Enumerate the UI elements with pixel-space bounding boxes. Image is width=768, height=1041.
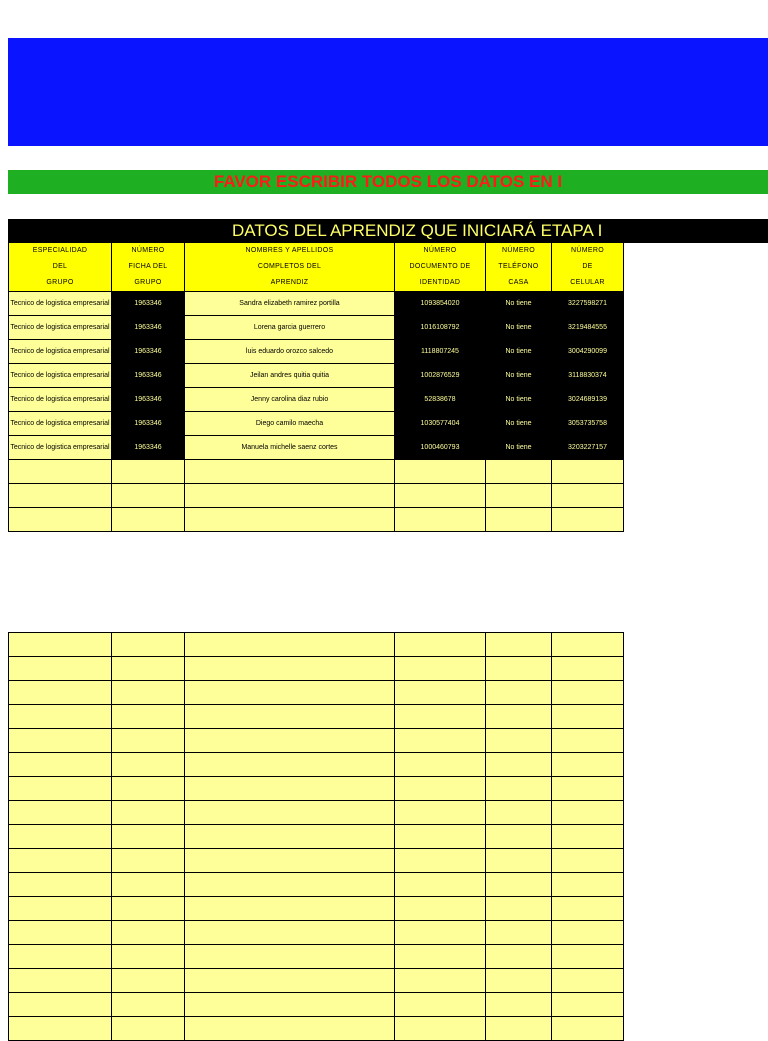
table-row (9, 412, 624, 436)
id-document-cell[interactable]: 1093854020 (395, 292, 486, 316)
empty-cell[interactable] (112, 753, 185, 777)
empty-cell[interactable] (395, 825, 486, 849)
group-number-cell[interactable]: 1963346 (112, 388, 185, 412)
empty-cell[interactable] (486, 729, 552, 753)
mobile-phone-cell[interactable]: 3219484555 (552, 316, 624, 340)
empty-row (9, 460, 624, 484)
empty-cell[interactable] (9, 460, 112, 484)
table-row (9, 292, 624, 316)
empty-cell[interactable] (112, 508, 185, 532)
empty-cell[interactable] (185, 633, 395, 657)
empty-cell[interactable] (112, 825, 185, 849)
mobile-phone-cell[interactable]: 3053735758 (552, 412, 624, 436)
empty-cell[interactable] (185, 705, 395, 729)
header-cell: NÚMERO (486, 243, 552, 259)
empty-cell[interactable] (552, 484, 624, 508)
empty-cell[interactable] (395, 705, 486, 729)
empty-cell[interactable] (552, 825, 624, 849)
header-cell: APRENDIZ (185, 275, 395, 292)
empty-cell[interactable] (486, 460, 552, 484)
empty-cell[interactable] (395, 897, 486, 921)
home-phone-cell[interactable]: No tiene (486, 340, 552, 364)
empty-cell[interactable] (112, 993, 185, 1017)
empty-cell[interactable] (552, 945, 624, 969)
empty-cell[interactable] (395, 753, 486, 777)
header-cell: NÚMERO (395, 243, 486, 259)
empty-cell[interactable] (395, 657, 486, 681)
empty-cell[interactable] (185, 873, 395, 897)
home-phone-cell[interactable]: No tiene (486, 364, 552, 388)
home-phone-cell[interactable]: No tiene (486, 388, 552, 412)
empty-row (9, 681, 624, 705)
full-name-cell[interactable]: Jenny carolina diaz rubio (185, 388, 395, 412)
empty-cell[interactable] (486, 657, 552, 681)
empty-cell[interactable] (552, 729, 624, 753)
id-document-cell[interactable]: 1030577404 (395, 412, 486, 436)
empty-row (9, 969, 624, 993)
empty-cell[interactable] (395, 460, 486, 484)
empty-cell[interactable] (112, 657, 185, 681)
full-name-cell[interactable]: Diego camilo maecha (185, 412, 395, 436)
empty-cell[interactable] (395, 921, 486, 945)
empty-cell[interactable] (9, 508, 112, 532)
header-cell: CELULAR (552, 275, 624, 292)
mobile-phone-cell[interactable]: 3004290099 (552, 340, 624, 364)
empty-cell[interactable] (395, 729, 486, 753)
empty-row (9, 849, 624, 873)
mobile-phone-cell[interactable]: 3227598271 (552, 292, 624, 316)
empty-cell[interactable] (185, 729, 395, 753)
empty-cell[interactable] (486, 945, 552, 969)
empty-cell[interactable] (112, 921, 185, 945)
empty-cell[interactable] (9, 921, 112, 945)
empty-cell[interactable] (185, 1017, 395, 1041)
empty-cell[interactable] (9, 633, 112, 657)
empty-cell[interactable] (552, 460, 624, 484)
id-document-cell[interactable]: 1118807245 (395, 340, 486, 364)
empty-cell[interactable] (185, 993, 395, 1017)
empty-row (9, 729, 624, 753)
empty-cell[interactable] (486, 753, 552, 777)
empty-cell[interactable] (486, 681, 552, 705)
empty-row (9, 777, 624, 801)
empty-cell[interactable] (395, 633, 486, 657)
header-cell: GRUPO (9, 275, 112, 292)
empty-cell[interactable] (395, 969, 486, 993)
empty-cell[interactable] (9, 681, 112, 705)
mobile-phone-cell[interactable]: 3024689139 (552, 388, 624, 412)
empty-row (9, 921, 624, 945)
empty-cell[interactable] (9, 657, 112, 681)
empty-row (9, 993, 624, 1017)
header-cell: CASA (486, 275, 552, 292)
group-number-cell[interactable]: 1963346 (112, 412, 185, 436)
header-cell: FICHA DEL (112, 259, 185, 275)
header-cell: IDENTIDAD (395, 275, 486, 292)
empty-cell[interactable] (185, 681, 395, 705)
empty-cell[interactable] (112, 460, 185, 484)
group-number-cell[interactable]: 1963346 (112, 364, 185, 388)
section-title: DATOS DEL APRENDIZ QUE INICIARÁ ETAPA I (232, 221, 603, 240)
empty-row (9, 897, 624, 921)
empty-cell[interactable] (112, 729, 185, 753)
header-cell: NÚMERO (552, 243, 624, 259)
empty-cell[interactable] (9, 945, 112, 969)
mobile-phone-cell[interactable]: 3203227157 (552, 436, 624, 460)
empty-cell[interactable] (395, 484, 486, 508)
empty-cell[interactable] (9, 849, 112, 873)
empty-cell[interactable] (185, 460, 395, 484)
full-name-cell[interactable]: Sandra elizabeth ramirez portilla (185, 292, 395, 316)
header-cell: NÚMERO (112, 243, 185, 259)
specialty-cell[interactable]: Tecnico de logistica empresarial (9, 340, 112, 364)
specialty-cell[interactable]: Tecnico de logistica empresarial (9, 364, 112, 388)
empty-cell[interactable] (395, 945, 486, 969)
empty-cell[interactable] (486, 508, 552, 532)
table-row (9, 436, 624, 460)
empty-cell[interactable] (552, 777, 624, 801)
empty-cell[interactable] (112, 801, 185, 825)
empty-row (9, 945, 624, 969)
empty-cell[interactable] (552, 993, 624, 1017)
empty-cell[interactable] (185, 849, 395, 873)
empty-cell[interactable] (9, 969, 112, 993)
id-document-cell[interactable]: 1016108792 (395, 316, 486, 340)
empty-cell[interactable] (395, 681, 486, 705)
empty-cell[interactable] (552, 969, 624, 993)
blank-grid (8, 632, 624, 1041)
specialty-cell[interactable]: Tecnico de logistica empresarial (9, 412, 112, 436)
empty-cell[interactable] (395, 993, 486, 1017)
empty-cell[interactable] (9, 729, 112, 753)
empty-cell[interactable] (552, 801, 624, 825)
group-number-cell[interactable]: 1963346 (112, 316, 185, 340)
empty-cell[interactable] (486, 705, 552, 729)
empty-cell[interactable] (185, 897, 395, 921)
empty-cell[interactable] (112, 1017, 185, 1041)
empty-cell[interactable] (486, 873, 552, 897)
id-document-cell[interactable]: 1000460793 (395, 436, 486, 460)
notice-banner: FAVOR ESCRIBIR TODOS LOS DATOS EN I (8, 170, 768, 194)
header-cell: COMPLETOS DEL (185, 259, 395, 275)
empty-cell[interactable] (9, 753, 112, 777)
empty-row (9, 753, 624, 777)
group-number-cell[interactable]: 1963346 (112, 340, 185, 364)
empty-cell[interactable] (112, 849, 185, 873)
empty-cell[interactable] (552, 681, 624, 705)
empty-cell[interactable] (112, 777, 185, 801)
empty-cell[interactable] (9, 484, 112, 508)
empty-cell[interactable] (486, 993, 552, 1017)
empty-cell[interactable] (486, 849, 552, 873)
empty-cell[interactable] (552, 873, 624, 897)
empty-cell[interactable] (486, 969, 552, 993)
empty-cell[interactable] (185, 825, 395, 849)
full-name-cell[interactable]: luis eduardo orozco salcedo (185, 340, 395, 364)
empty-cell[interactable] (185, 484, 395, 508)
home-phone-cell[interactable]: No tiene (486, 412, 552, 436)
header-row (9, 259, 624, 275)
home-phone-cell[interactable]: No tiene (486, 316, 552, 340)
empty-cell[interactable] (552, 705, 624, 729)
empty-row (9, 705, 624, 729)
full-name-cell[interactable]: Lorena garcia guerrero (185, 316, 395, 340)
empty-cell[interactable] (9, 825, 112, 849)
empty-cell[interactable] (395, 873, 486, 897)
empty-cell[interactable] (9, 1017, 112, 1041)
full-name-cell[interactable]: Manuela michelle saenz cortes (185, 436, 395, 460)
empty-cell[interactable] (552, 897, 624, 921)
specialty-cell[interactable]: Tecnico de logistica empresarial (9, 292, 112, 316)
empty-row (9, 484, 624, 508)
empty-cell[interactable] (185, 777, 395, 801)
empty-cell[interactable] (552, 849, 624, 873)
empty-cell[interactable] (9, 801, 112, 825)
empty-cell[interactable] (486, 801, 552, 825)
empty-row (9, 657, 624, 681)
empty-cell[interactable] (552, 633, 624, 657)
empty-row (9, 873, 624, 897)
specialty-cell[interactable]: Tecnico de logistica empresarial (9, 436, 112, 460)
empty-row (9, 801, 624, 825)
group-number-cell[interactable]: 1963346 (112, 292, 185, 316)
empty-cell[interactable] (112, 681, 185, 705)
empty-cell[interactable] (486, 921, 552, 945)
empty-row (9, 633, 624, 657)
empty-cell[interactable] (185, 945, 395, 969)
home-phone-cell[interactable]: No tiene (486, 436, 552, 460)
empty-cell[interactable] (112, 633, 185, 657)
header-cell: DE (552, 259, 624, 275)
empty-cell[interactable] (395, 508, 486, 532)
empty-cell[interactable] (9, 873, 112, 897)
empty-cell[interactable] (9, 897, 112, 921)
group-number-cell[interactable]: 1963346 (112, 436, 185, 460)
table-row (9, 340, 624, 364)
empty-cell[interactable] (395, 801, 486, 825)
empty-cell[interactable] (112, 945, 185, 969)
empty-cell[interactable] (185, 508, 395, 532)
empty-cell[interactable] (185, 921, 395, 945)
empty-cell[interactable] (486, 484, 552, 508)
header-cell: TELÉFONO (486, 259, 552, 275)
empty-cell[interactable] (486, 825, 552, 849)
table-row (9, 388, 624, 412)
id-document-cell[interactable]: 52838678 (395, 388, 486, 412)
empty-cell[interactable] (486, 897, 552, 921)
empty-cell[interactable] (552, 508, 624, 532)
empty-cell[interactable] (395, 849, 486, 873)
home-phone-cell[interactable]: No tiene (486, 292, 552, 316)
empty-cell[interactable] (395, 777, 486, 801)
empty-cell[interactable] (185, 753, 395, 777)
empty-cell[interactable] (395, 1017, 486, 1041)
empty-cell[interactable] (552, 657, 624, 681)
empty-cell[interactable] (185, 969, 395, 993)
mobile-phone-cell[interactable]: 3118830374 (552, 364, 624, 388)
empty-row (9, 508, 624, 532)
header-row (9, 243, 624, 259)
empty-cell[interactable] (9, 993, 112, 1017)
table-row (9, 316, 624, 340)
empty-cell[interactable] (9, 705, 112, 729)
header-banner (8, 38, 768, 146)
empty-cell[interactable] (112, 873, 185, 897)
header-row (9, 275, 624, 292)
empty-cell[interactable] (486, 1017, 552, 1041)
empty-cell[interactable] (552, 1017, 624, 1041)
empty-cell[interactable] (486, 633, 552, 657)
section-title-bar (8, 219, 768, 243)
header-cell: GRUPO (112, 275, 185, 292)
specialty-cell[interactable]: Tecnico de logistica empresarial (9, 388, 112, 412)
table-row (9, 364, 624, 388)
header-cell: NOMBRES Y APELLIDOS (185, 243, 395, 259)
empty-cell[interactable] (185, 801, 395, 825)
empty-cell[interactable] (112, 705, 185, 729)
full-name-cell[interactable]: Jeilan andres quitia quitia (185, 364, 395, 388)
id-document-cell[interactable]: 1002876529 (395, 364, 486, 388)
apprentice-table (8, 243, 624, 532)
header-cell: DEL (9, 259, 112, 275)
specialty-cell[interactable]: Tecnico de logistica empresarial (9, 316, 112, 340)
empty-cell[interactable] (9, 777, 112, 801)
empty-cell[interactable] (552, 921, 624, 945)
empty-row (9, 825, 624, 849)
empty-cell[interactable] (185, 657, 395, 681)
empty-cell[interactable] (112, 969, 185, 993)
empty-cell[interactable] (486, 777, 552, 801)
empty-cell[interactable] (112, 484, 185, 508)
header-cell: ESPECIALIDAD (9, 243, 112, 259)
empty-cell[interactable] (112, 897, 185, 921)
empty-row (9, 1017, 624, 1041)
empty-cell[interactable] (552, 753, 624, 777)
header-cell: DOCUMENTO DE (395, 259, 486, 275)
